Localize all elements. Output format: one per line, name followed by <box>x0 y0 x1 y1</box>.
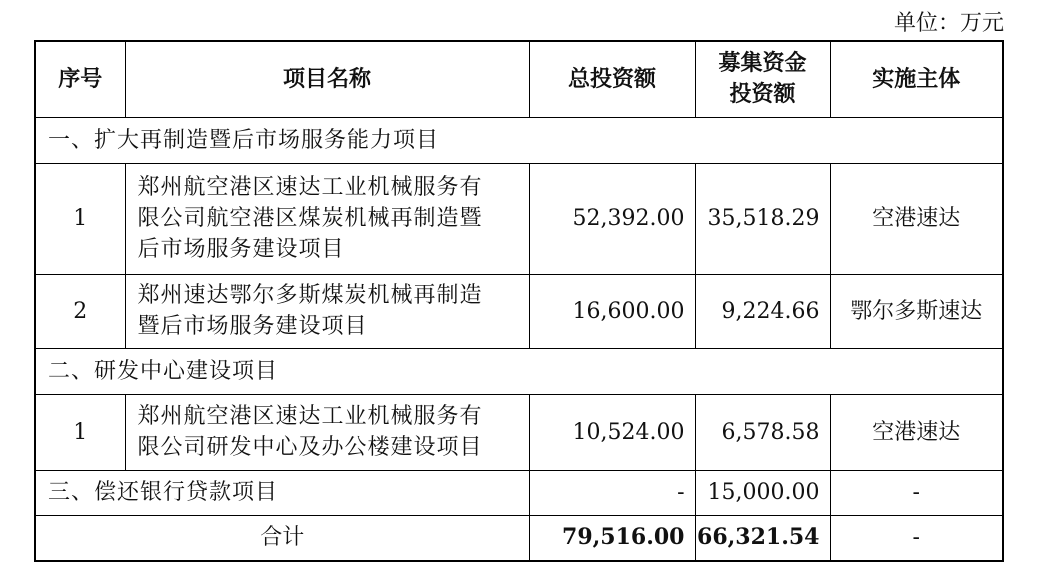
row-entity: 空港速达 <box>830 163 1003 274</box>
row-project-name <box>125 274 529 348</box>
table-row <box>35 274 1003 348</box>
row-project-name <box>125 163 529 274</box>
row-index: 1 <box>35 163 125 274</box>
section-row <box>35 117 1003 163</box>
total-row <box>35 515 1003 561</box>
table-row <box>35 163 1003 274</box>
row-total: 16,600.00 <box>529 274 695 348</box>
row-raised: 35,518.29 <box>695 163 830 274</box>
header-index: 序号 <box>35 41 125 117</box>
row-entity: - <box>830 470 1003 515</box>
row-raised: 9,224.66 <box>695 274 830 348</box>
project-name-line: 郑州速达鄂尔多斯煤炭机械再制造 <box>137 283 483 308</box>
row-raised: 15,000.00 <box>695 470 830 515</box>
row-raised: 6,578.58 <box>695 394 830 470</box>
project-name-line: 郑州航空港区速达工业机械服务有 <box>137 175 483 200</box>
row-total: 52,392.00 <box>529 163 695 274</box>
header-raised-line1: 募集资金 <box>718 51 807 77</box>
table-row <box>35 470 1003 515</box>
section-2-label: 二、研发中心建设项目 <box>35 348 1003 394</box>
section-3-label: 三、偿还银行贷款项目 <box>35 470 529 515</box>
total-sum: 79,516.00 <box>529 515 695 561</box>
project-name-line: 郑州航空港区速达工业机械服务有 <box>137 404 483 429</box>
header-total: 总投资额 <box>529 41 695 117</box>
header-raised <box>695 41 830 117</box>
project-name-line: 限公司航空港区煤炭机械再制造暨 <box>137 206 483 231</box>
row-project-name <box>125 394 529 470</box>
total-entity: - <box>830 515 1003 561</box>
section-1-label: 一、扩大再制造暨后市场服务能力项目 <box>35 117 1003 163</box>
table-row <box>35 394 1003 470</box>
row-entity: 空港速达 <box>830 394 1003 470</box>
total-raised: 66,321.54 <box>695 515 830 561</box>
project-name-line: 后市场服务建设项目 <box>137 237 345 262</box>
header-row <box>35 41 1003 117</box>
header-name: 项目名称 <box>125 41 529 117</box>
project-name-line: 限公司研发中心及办公楼建设项目 <box>137 435 483 460</box>
project-name-line: 暨后市场服务建设项目 <box>137 314 368 339</box>
row-index: 2 <box>35 274 125 348</box>
row-index: 1 <box>35 394 125 470</box>
total-label: 合计 <box>35 515 529 561</box>
investment-table <box>34 40 1004 562</box>
section-row <box>35 348 1003 394</box>
row-entity: 鄂尔多斯速达 <box>830 274 1003 348</box>
header-raised-line2: 投资额 <box>729 82 796 108</box>
unit-label: 单位：万元 <box>893 11 1004 36</box>
header-entity: 实施主体 <box>830 41 1003 117</box>
row-total: 10,524.00 <box>529 394 695 470</box>
row-total: - <box>529 470 695 515</box>
